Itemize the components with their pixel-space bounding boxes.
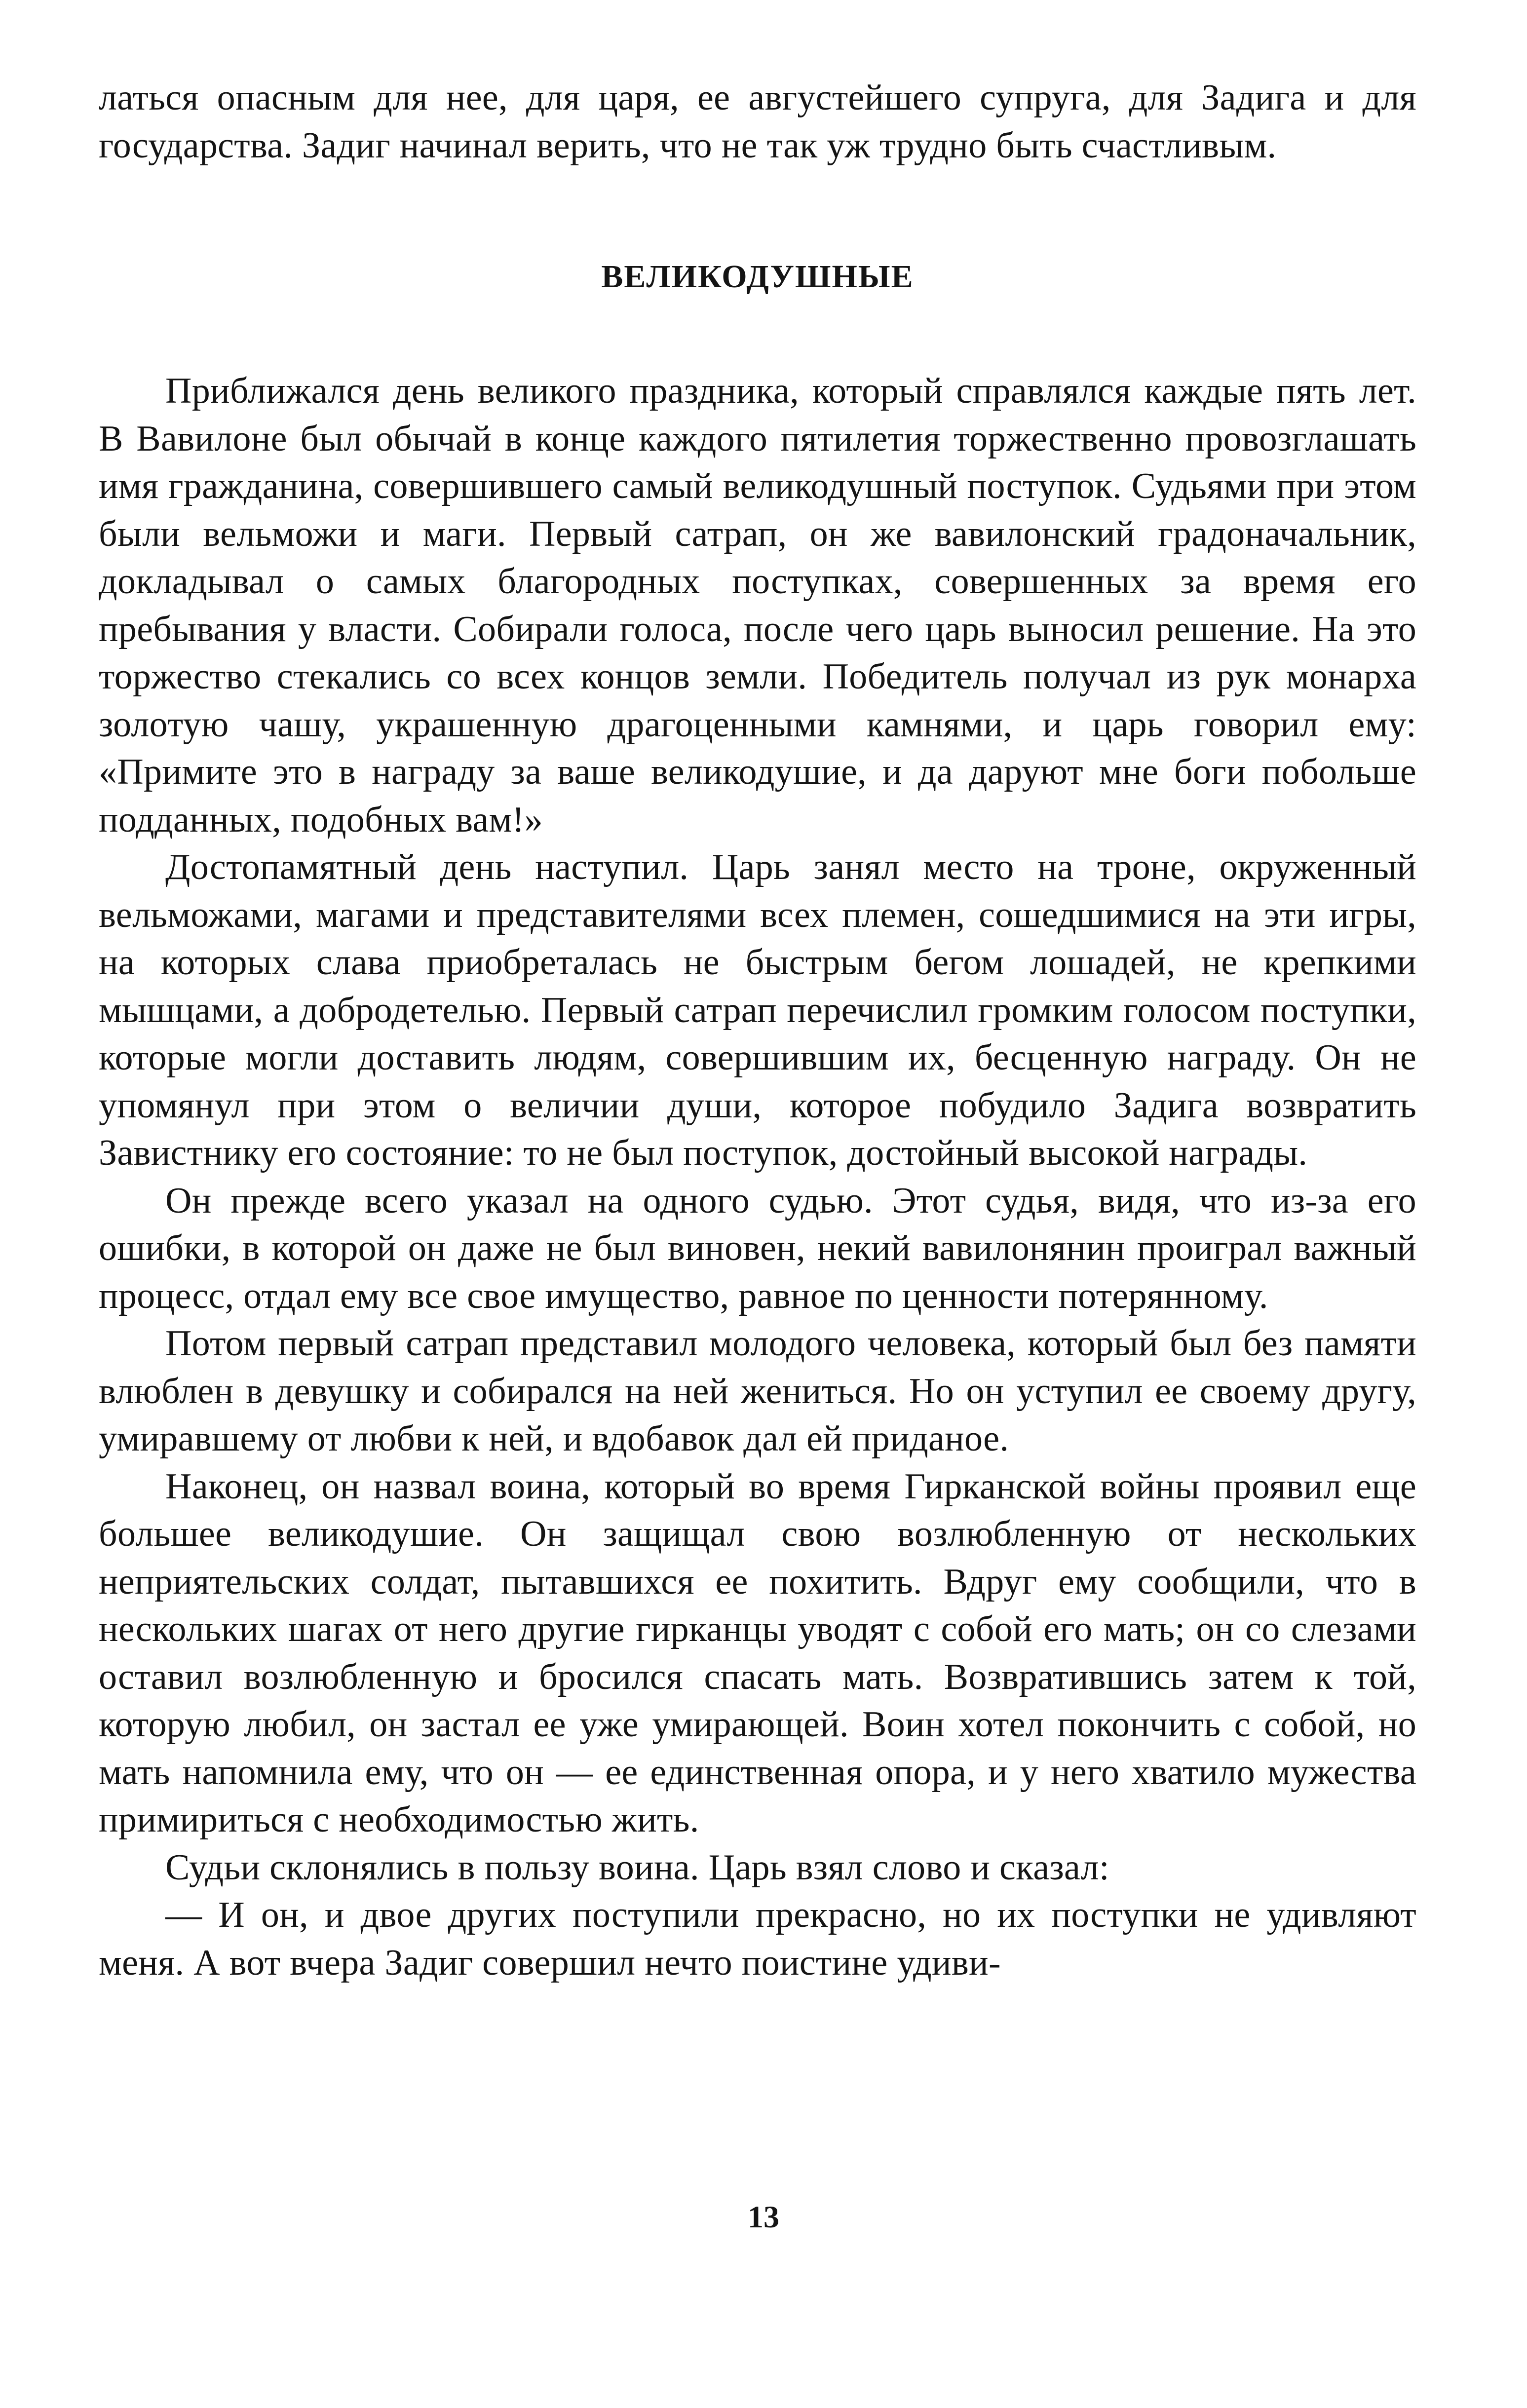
paragraph-5: Наконец, он назвал воина, который во время Гирканской войны проявил еще большее великодушие. Он защищал свою возлюбленную от нескольких неприятельских солдат, пытавшихся ее похитить. Вдруг ему сообщили, что в нескольких шагах от него другие гирканцы уводят с собой его мать; он со слезами оставил возлюбленную и бросился спасать мать. Возвратившись затем к той, которую любил, он застал ее уже умирающей. Воин хотел покончить с собой, но мать напомнила ему, что он — ее единственная опора, и у него хватило мужества примириться с необходимостью жить. — [99, 1466, 1416, 1840]
paragraph-3: Он прежде всего указал на одного судью. Этот судья, видя, что из-за его ошибки, в которой он даже не был виновен, некий вавилонянин проиграл важный процесс, отдал ему все свое имущество, равное по ценности потерянному. — [99, 1180, 1416, 1316]
continued-paragraph: латься опасным для нее, для царя, ее августейшего супруга, для Задига и для государства. Задиг начинал верить, что не так уж трудно быть счастливым. — [99, 77, 1416, 166]
paragraph-7: — И он, и двое других поступили прекрасно, но их поступки не удивляют меня. А вот вчера Задиг совершил нечто поистине удиви- — [99, 1895, 1416, 1983]
paragraph-4: Потом первый сатрап представил молодого человека, который был без памяти влюблен в девушку и собирался на ней жениться. Но он уступил ее своему другу, умиравшему от любви к ней, и вдобавок дал ей приданое. — [99, 1323, 1416, 1459]
page-number: 13 — [748, 2199, 779, 2234]
paragraph-1: Приближался день великого праздника, который справлялся каждые пять лет. В Вавилоне был обычай в конце каждого пятилетия торжественно провозглашать имя гражданина, совершившего самый великодушный поступок. Судьями при этом были вельможи и маги. Первый сатрап, он же вавилонский градоначальник, докладывал о самых благородных поступках, совершенных за время его пребывания у власти. Собирали голоса, после чего царь выносил решение. На это торжество стекались со всех концов земли. Победитель получал из рук монарха золотую чашу, украшенную драгоценными камнями, и царь говорил ему: «Примите это в награду за ваше великодушие, и да даруют мне боги побольше подданных, подобных вам!» — [99, 371, 1416, 840]
paragraph-2: Достопамятный день наступил. Царь занял место на троне, окруженный вельможами, магами и представителями всех племен, сошедшимися на эти игры, на которых слава приобреталась не быстрым бегом лошадей, не крепкими мышцами, а добродетелью. Первый сатрап перечислил громким голосом поступки, которые могли доставить людям, совершившим их, бесценную награду. Он не упомянул при этом о величии души, которое побудило Задига возвратить Завистнику его состояние: то не был поступок, достойный высокой награды. — [99, 847, 1416, 1173]
paragraph-6: Судьи склонялись в пользу воина. Царь взял слово и сказал: — [165, 1847, 1109, 1888]
book-page — [99, 74, 1416, 1987]
chapter-heading: ВЕЛИКОДУШНЫЕ — [601, 259, 914, 295]
